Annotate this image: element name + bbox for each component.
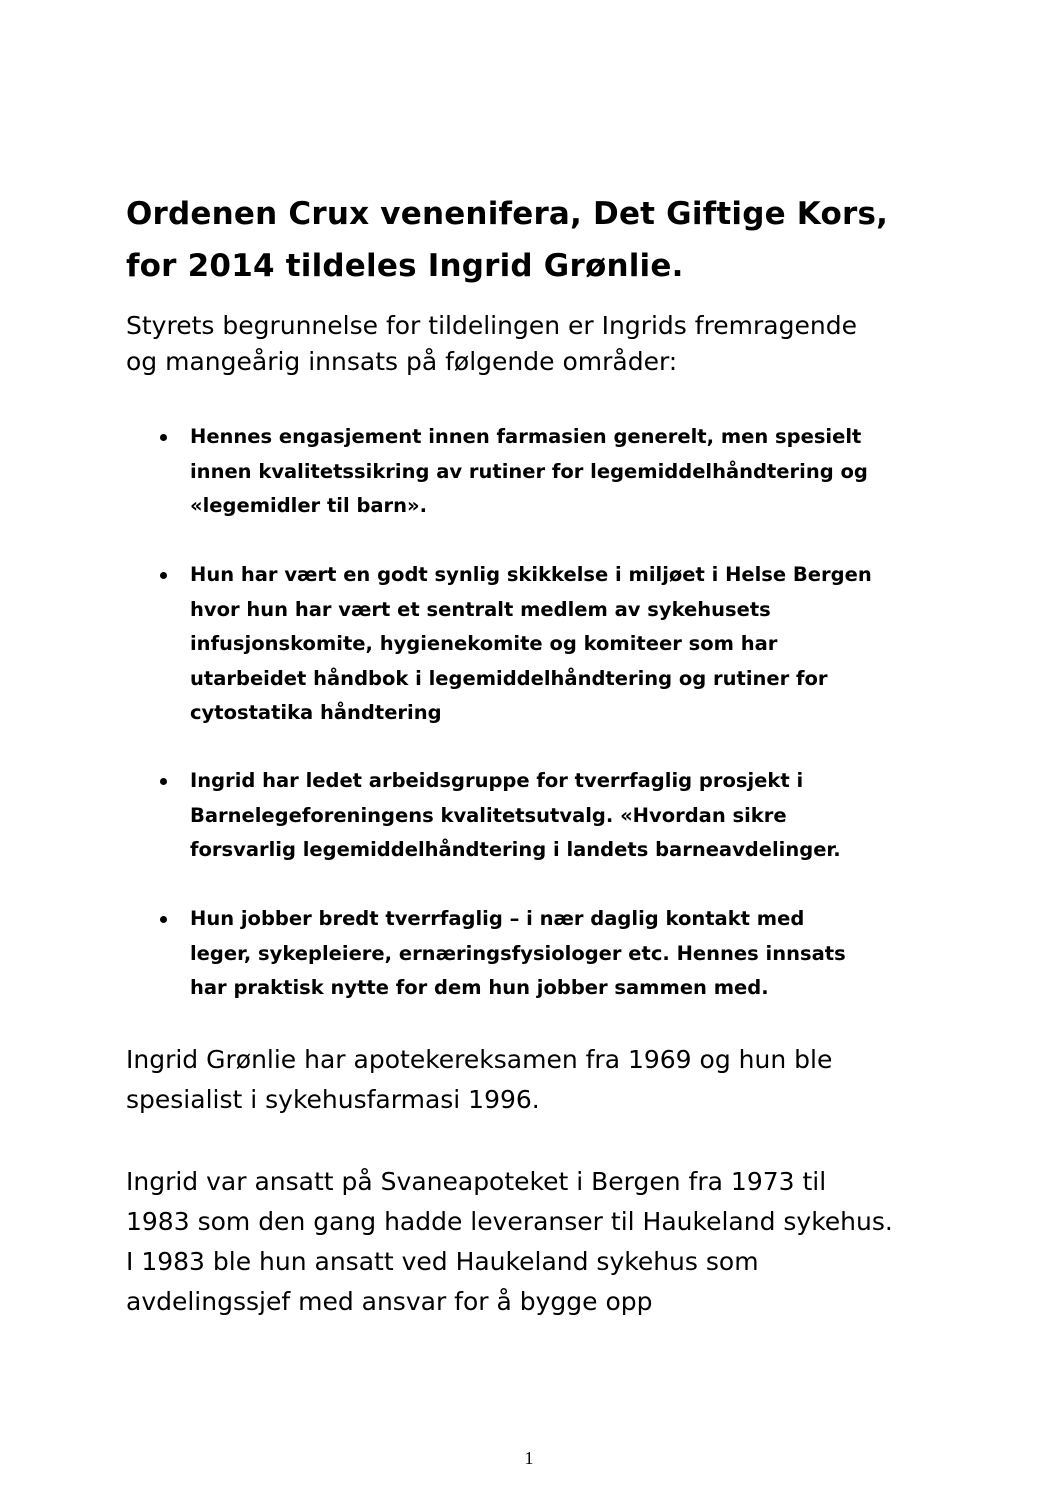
lead-paragraph xyxy=(126,308,1006,380)
title-line: Ordenen Crux venenifera, Det Giftige Kors, xyxy=(126,196,889,232)
page-number: 1 xyxy=(524,1448,534,1468)
list-item-text: Hun jobber bredt tverrfaglig – i nær daglig kontakt med leger, sykepleiere, ernæringsfysiologer etc. Hennes innsats har praktisk nytte for dem hun jobber sammen med. xyxy=(190,907,846,999)
list-item-text: Hun har vært en godt synlig skikkelse i miljøet i Helse Bergen hvor hun har vært et sentralt medlem av sykehusets infusjonskomite, hygienekomite og komiteer som har utarbeidet håndbok i legemiddelhåndtering og rutiner for cytostatika håndtering xyxy=(190,563,872,724)
title-line: for 2014 tildeles Ingrid Grønlie. xyxy=(126,248,684,284)
lead-line: og mangeårig innsats på følgende områder: xyxy=(126,347,678,376)
bullet-icon xyxy=(160,916,167,923)
body-paragraph: Ingrid var ansatt på Svaneapoteket i Bergen fra 1973 til 1983 som den gang hadde leveranser til Haukeland sykehus. I 1983 ble hun ansatt ved Haukeland sykehus som avdelingssjef med ansvar for å bygge opp xyxy=(126,1167,893,1316)
bullet-icon xyxy=(160,434,167,441)
document-title xyxy=(126,188,986,292)
list-item-text: Ingrid har ledet arbeidsgruppe for tverrfaglig prosjekt i Barnelegeforeningens kvalitetsutvalg. «Hvordan sikre forsvarlig legemiddelhåndtering i landets barneavdelinger. xyxy=(190,769,841,861)
bullet-icon xyxy=(160,572,167,579)
list-item-text: Hennes engasjement innen farmasien generelt, men spesielt innen kvalitetssikring av rutiner for legemiddelhåndtering og «legemidler til barn». xyxy=(190,425,868,517)
bullet-icon xyxy=(160,778,167,785)
lead-line: Styrets begrunnelse for tildelingen er Ingrids fremragende xyxy=(126,311,857,340)
body-paragraph: Ingrid Grønlie har apotekereksamen fra 1969 og hun ble spesialist i sykehusfarmasi 1996. xyxy=(126,1045,833,1114)
